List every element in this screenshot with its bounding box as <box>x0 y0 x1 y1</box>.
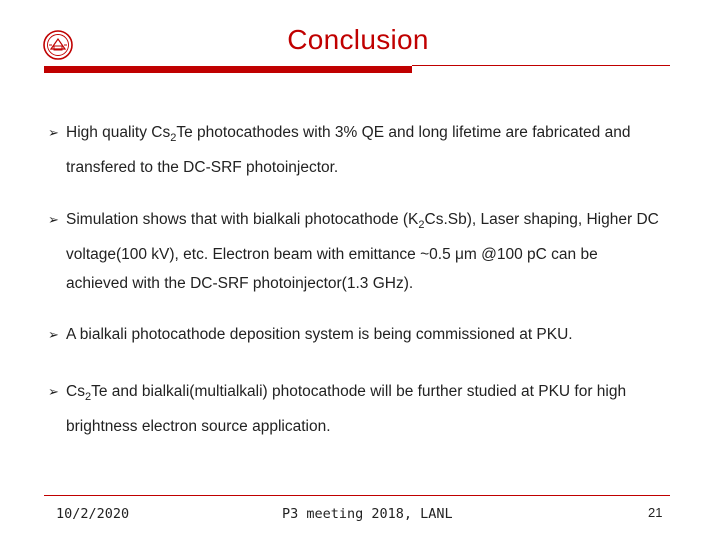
arrow-bullet-icon: ➢ <box>48 328 59 343</box>
footer-divider <box>44 495 670 496</box>
arrow-bullet-icon: ➢ <box>48 213 59 228</box>
bullet-continuation: transfered to the DC-SRF photoinjector. <box>66 159 339 176</box>
title-underline-thin <box>412 65 670 66</box>
bullet-continuation: brightness electron source application. <box>66 418 331 435</box>
page-title: Conclusion <box>287 24 429 55</box>
bullet-continuation: achieved with the DC-SRF photoinjector(1.3 GHz). <box>66 275 414 292</box>
bullet-item-3: ➢ A bialkali photocathode deposition system is being commissioned at PKU. <box>48 320 573 350</box>
bullet-item-1: ➢ High quality $Cs_2Te$ photocathodes with 3% QE and long lifetime are fabricated and transfered to the DC-SRF photoinjector. <box>48 118 630 182</box>
title-underline-thick <box>44 66 412 73</box>
bullet-item-2: ➢ Simulation shows that with bialkali photocathode $(K_2Cs.Sb)$, Laser shaping, Higher DC voltage(100 kV), etc. Electron beam with emittance ~0.5 μm @100 pC can be achieved with the DC-SRF photoinjector(1.3 GHz). <box>48 205 659 298</box>
arrow-bullet-icon: ➢ <box>48 126 59 141</box>
arrow-bullet-icon: ➢ <box>48 385 59 400</box>
bullet-item-4: ➢ $Cs_2Te$ and bialkali(multialkali) photocathode will be further studied at PKU for high brightness electron source application. <box>48 377 626 441</box>
page-number: 21 <box>648 505 663 520</box>
bullet-continuation: voltage(100 kV), etc. Electron beam with emittance ~0.5 μm @100 pC can be <box>66 246 598 263</box>
footer-date: 10/2/2020 <box>56 506 130 522</box>
footer-event: P3 meeting 2018, LANL <box>282 506 453 522</box>
